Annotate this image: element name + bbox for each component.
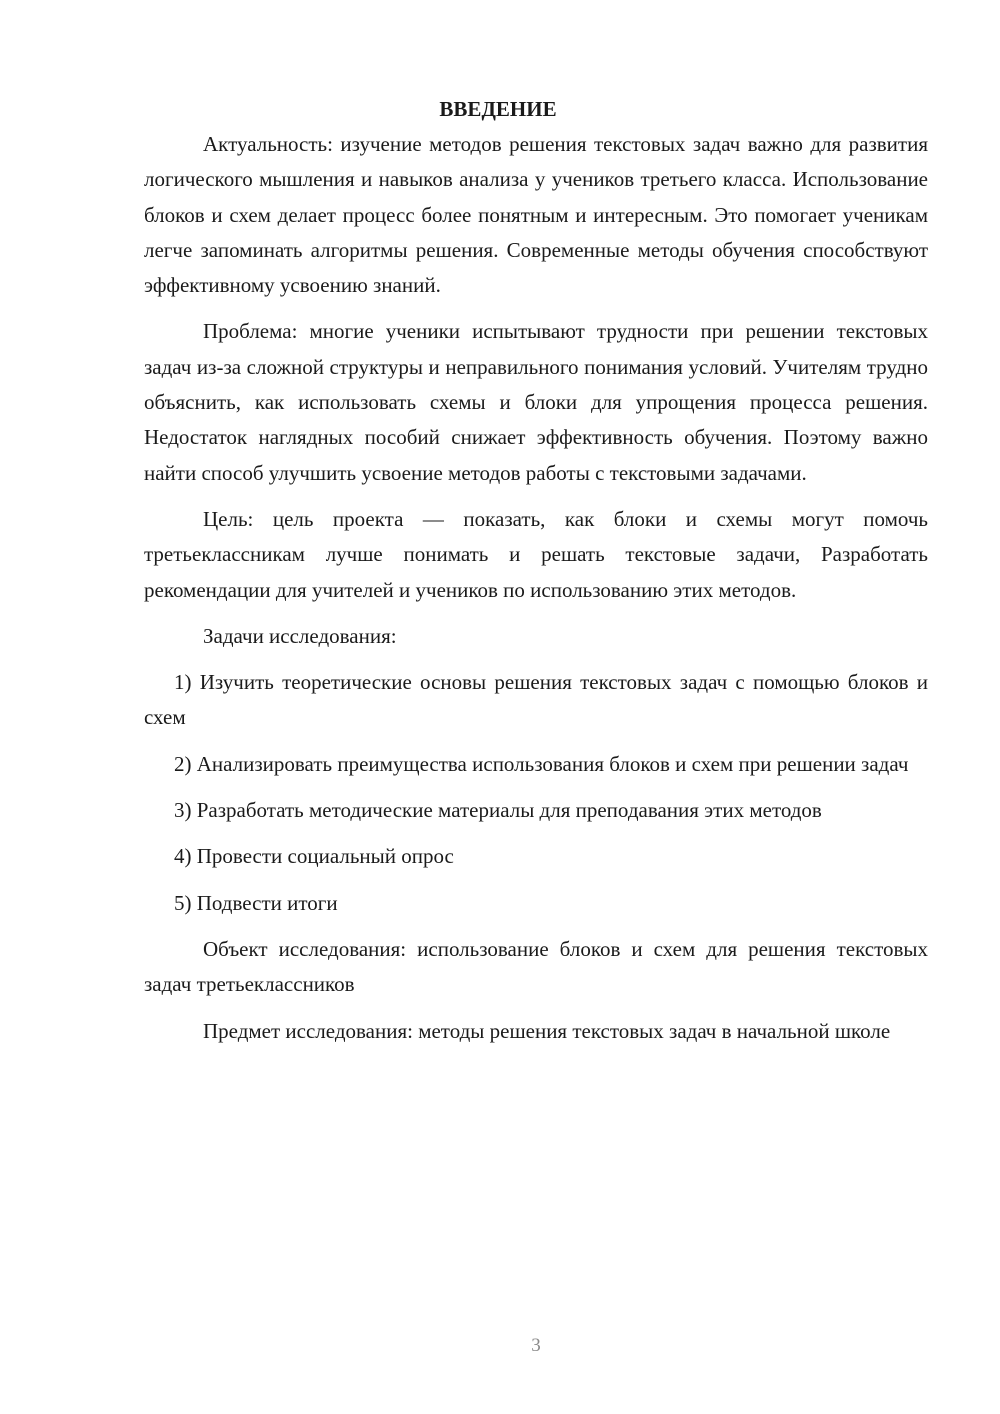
title-wrap: [144, 92, 928, 127]
page-number: 3: [531, 1335, 541, 1356]
task-item-5: 5) Подвести итоги: [174, 890, 338, 915]
task-item-2: 2) Анализировать преимущества использования блоков и схем при решении задач: [174, 751, 909, 776]
paragraph-relevance: Актуальность: изучение методов решения текстовых задач важно для развития логического мышления и навыков анализа у учеников третьего класса. Использование блоков и схем делает процесс более понятным и интересным. Это помогает ученикам легче запоминать алгоритмы решения. Современные методы обучения способствуют эффективному усвоению знаний.: [144, 132, 928, 298]
tasks-heading: Задачи исследования:: [203, 623, 397, 648]
page-title: ВВЕДЕНИЕ: [439, 97, 557, 121]
task-item-3: 3) Разработать методические материалы для преподавания этих методов: [174, 798, 822, 823]
task-item-1: 1) Изучить теоретические основы решения текстовых задач с помощью блоков и схем: [144, 670, 928, 730]
paragraph-subject: Предмет исследования: методы решения текстовых задач в начальной школе: [203, 1018, 891, 1043]
paragraph-object: Объект исследования: использование блоков и схем для решения текстовых задач третьеклассников: [144, 936, 928, 997]
paragraph-problem: Проблема: многие ученики испытывают трудности при решении текстовых задач из-за сложной структуры и неправильного понимания условий. Учителям трудно объяснить, как использовать схемы и блоки для упрощения процесса решения. Недостаток наглядных пособий снижает эффективность обучения. Поэтому важно найти способ улучшить усвоение методов работы с текстовыми задачами.: [144, 319, 928, 485]
paragraph-goal: Цель: цель проекта — показать, как блоки и схемы могут помочь третьеклассникам лучше понимать и решать текстовые задачи, Разработать рекомендации для учителей и учеников по использованию этих методов.: [144, 506, 928, 602]
task-item-4: 4) Провести социальный опрос: [174, 844, 454, 869]
document-page: [144, 92, 928, 1060]
